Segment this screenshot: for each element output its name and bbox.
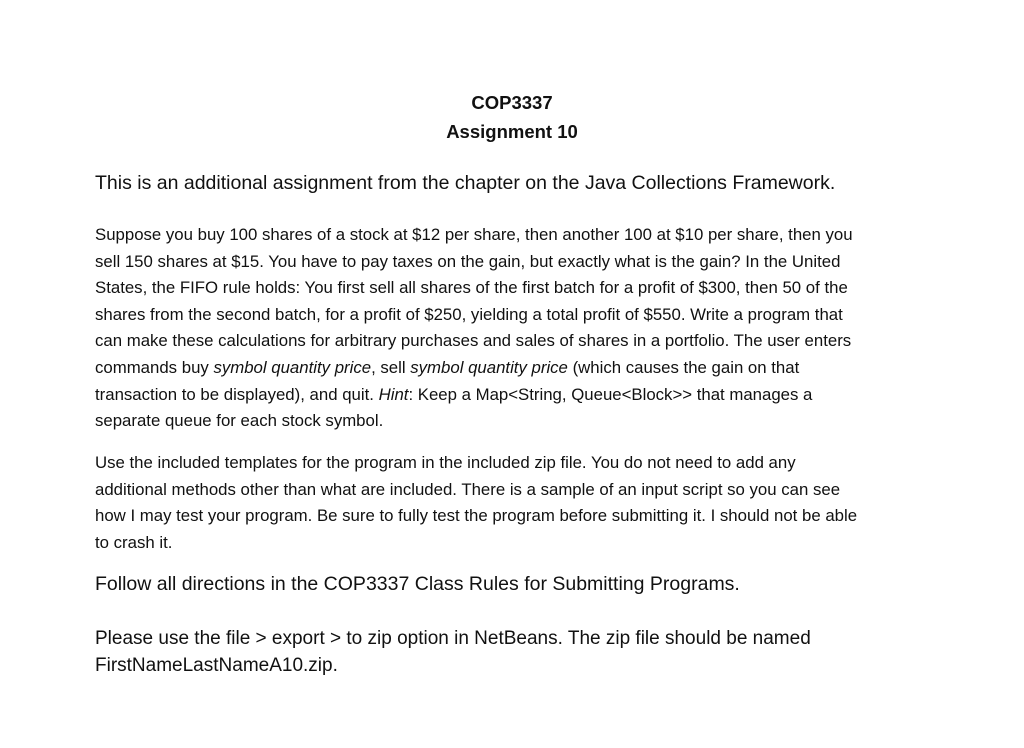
italic-run: symbol quantity price [410, 357, 568, 377]
follow-directions-text: Follow all directions in the COP3337 Class Rules for Submitting Programs. [95, 573, 740, 595]
paragraph-line [95, 355, 975, 382]
problem-paragraph [95, 222, 975, 435]
text-run: transaction to be displayed), and quit. [95, 384, 379, 404]
paragraph-line: sell 150 shares at $15. You have to pay taxes on the gain, but exactly what is the gain? In the United [95, 251, 841, 271]
paragraph-line: additional methods other than what are included. There is a sample of an input script so you can see [95, 479, 841, 499]
italic-run: symbol quantity price [213, 357, 372, 377]
paragraph-line: to crash it. [95, 532, 173, 552]
text-run: , sell [371, 357, 411, 377]
paragraph-line: can make these calculations for arbitrary purchases and sales of shares in a portfolio. The user enters [95, 331, 852, 351]
text-run: commands buy [95, 357, 214, 377]
paragraph-line: Use the included templates for the program in the included zip file. You do not need to add any [95, 453, 796, 472]
title-block [0, 88, 1024, 146]
paragraph-line: how I may test your program. Be sure to fully test the program before submitting it. I should not be able [95, 506, 858, 526]
submission-line: Please use the file > export > to zip option in NetBeans. The zip file should be named [95, 628, 811, 649]
text-run: : Keep a Map<String, Queue<Block>> that manages a [408, 384, 813, 404]
paragraph-line: separate queue for each stock symbol. [95, 411, 384, 431]
paragraph-line: shares from the second batch, for a profit of $250, yielding a total profit of $550. Write a program that [95, 304, 843, 324]
paragraph-line: Suppose you buy 100 shares of a stock at $12 per share, then another 100 at $10 per share, then you [95, 225, 853, 244]
assignment-title: Assignment 10 [446, 121, 578, 142]
paragraph-line: States, the FIFO rule holds: You first sell all shares of the first batch for a profit of $300, then 50 of the [95, 278, 848, 298]
paragraph-line [95, 382, 975, 409]
hint-label: Hint [378, 384, 409, 404]
course-code: COP3337 [471, 92, 553, 113]
instructions-paragraph [95, 450, 975, 556]
submission-note [95, 625, 811, 679]
text-run: (which causes the gain on that [567, 357, 800, 377]
zip-filename: FirstNameLastNameA10.zip. [95, 655, 338, 676]
intro-text: This is an additional assignment from the chapter on the Java Collections Framework. [95, 172, 836, 194]
